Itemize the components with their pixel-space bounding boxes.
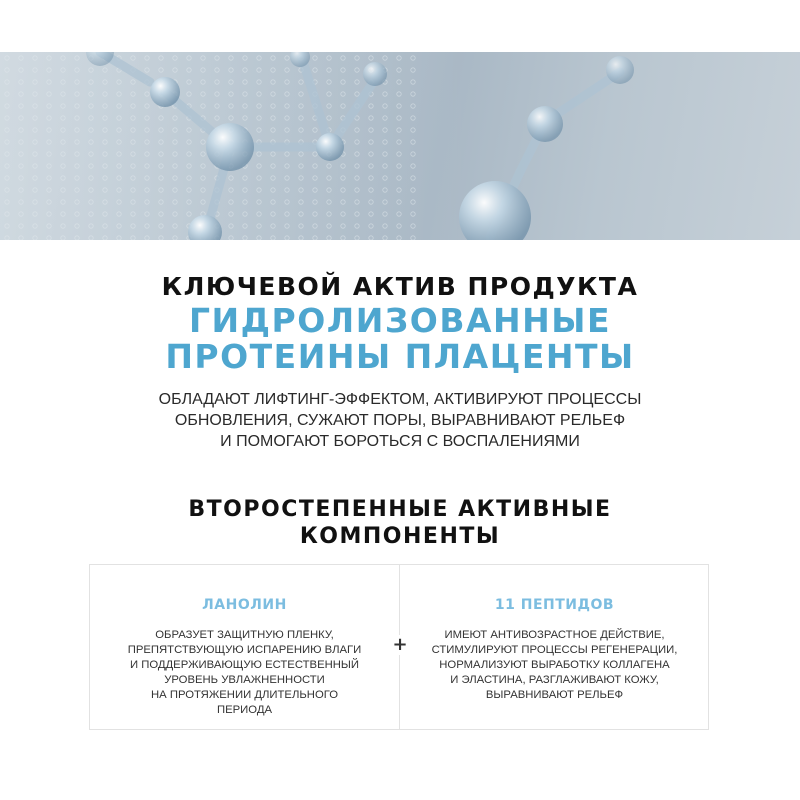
secondary-heading-line2: КОМПОНЕНТЫ: [299, 524, 501, 549]
component-lanolin-text: ОБРАЗУЕТ ЗАЩИТНУЮ ПЛЕНКУ, ПРЕПЯТСТВУЮЩУЮ ИСПАРЕНИЮ ВЛАГИ И ПОДДЕРЖИВАЮЩУЮ ЕСТЕСТВЕННЫЙ УРОВЕНЬ УВЛАЖНЕННОСТИ НА ПРОТЯЖЕНИИ ДЛИТЕЛЬНОГО ПЕРИОДА: [127, 629, 362, 716]
component-lanolin: [90, 565, 399, 729]
key-active-description: [0, 389, 800, 452]
key-active-desc-line3: И ПОМОГАЮТ БОРОТЬСЯ С ВОСПАЛЕНИЯМИ: [220, 433, 580, 450]
component-peptides: [400, 565, 709, 729]
plus-icon: +: [392, 634, 408, 655]
secondary-heading-line1: ВТОРОСТЕПЕННЫЕ АКТИВНЫЕ: [188, 497, 612, 522]
secondary-components-box: [89, 564, 709, 730]
key-active-heading: КЛЮЧЕВОЙ АКТИВ ПРОДУКТА: [161, 272, 639, 301]
key-active-desc-line2: ОБНОВЛЕНИЯ, СУЖАЮТ ПОРЫ, ВЫРАВНИВАЮТ РЕЛЬЕФ: [174, 412, 626, 429]
hero-molecule-image: [0, 52, 800, 240]
molecule-illustration: [0, 52, 800, 240]
key-active-desc-line1: ОБЛАДАЮТ ЛИФТИНГ-ЭФФЕКТОМ, АКТИВИРУЮТ ПРОЦЕССЫ: [158, 391, 642, 408]
component-lanolin-title: ЛАНОЛИН: [202, 597, 287, 613]
key-active-name-line2: ПРОТЕИНЫ ПЛАЦЕНТЫ: [165, 337, 635, 376]
key-active-name: [0, 303, 800, 375]
secondary-heading: [0, 496, 800, 550]
component-peptides-title: 11 ПЕПТИДОВ: [494, 597, 615, 613]
component-peptides-text: ИМЕЮТ АНТИВОЗРАСТНОЕ ДЕЙСТВИЕ, СТИМУЛИРУЮТ ПРОЦЕССЫ РЕГЕНЕРАЦИИ, НОРМАЛИЗУЮТ ВЫРАБОТКУ КОЛЛАГЕНА И ЭЛАСТИНА, РАЗГЛАЖИВАЮТ КОЖУ, ВЫРАВНИВАЮТ РЕЛЬЕФ: [431, 629, 678, 701]
key-active-name-line1: ГИДРОЛИЗОВАННЫЕ: [189, 301, 611, 340]
